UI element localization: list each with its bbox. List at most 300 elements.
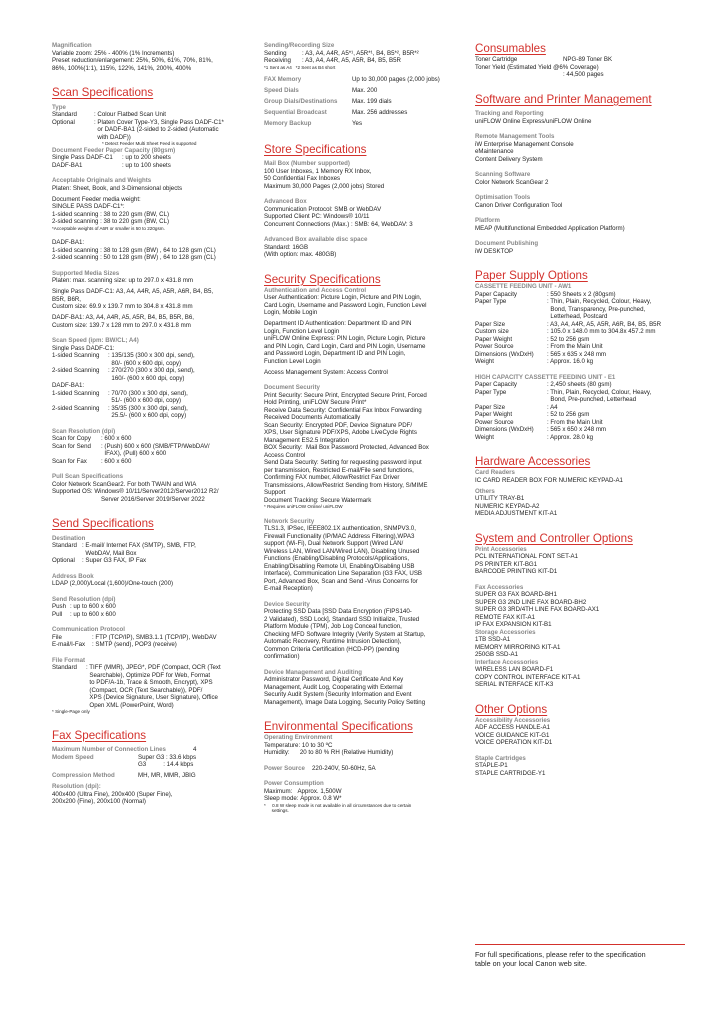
text-line: MEMORY MIRRORING KIT-A1 bbox=[475, 643, 561, 651]
spec-value: : up to 100 sheets bbox=[122, 161, 171, 169]
text-line: iW Enterprise Management Console bbox=[475, 140, 574, 148]
device-management-heading: Device Management and Auditing bbox=[264, 668, 363, 676]
text-line: eMaintenance bbox=[475, 148, 514, 155]
spec-row bbox=[475, 426, 687, 434]
spec-key: Modem Speed bbox=[52, 753, 94, 761]
text-line: support (Wi-Fi), Dual Network Support (Wired LAN/ bbox=[264, 540, 404, 548]
spec-row bbox=[475, 419, 687, 427]
text-line: SUPER G3 2ND LINE FAX BOARD-BH2 bbox=[475, 598, 587, 606]
spec-value: MH, MR, MMR, JBIG bbox=[138, 772, 196, 780]
spec-value: Max. 200 bbox=[352, 86, 378, 94]
media-sizes-heading: Supported Media Sizes bbox=[52, 269, 120, 277]
text-line: TLS1.3, IPSec, IEEE802.1X authentication, SNMPV3.0, bbox=[264, 525, 416, 533]
spec-key: Standard bbox=[52, 664, 77, 672]
text-line: SINGLE PASS DADF-C1*: bbox=[52, 203, 125, 211]
authentication-heading: Authentication and Access Control bbox=[264, 286, 367, 294]
others-heading: Others bbox=[475, 487, 495, 495]
footnote: * Single-Page only bbox=[52, 709, 90, 715]
spec-row bbox=[52, 542, 248, 557]
spec-value: : 52 to 256 gsm bbox=[547, 335, 590, 343]
spec-key: Power Source bbox=[475, 343, 514, 350]
spec-row bbox=[52, 443, 248, 458]
text-line: Administrator Password, Digital Certificate And Key bbox=[264, 676, 404, 684]
spec-key bbox=[475, 71, 563, 79]
device-security-heading: Device Security bbox=[264, 600, 310, 608]
spec-key: Temperature: bbox=[264, 741, 301, 749]
interface-accessories-heading: Interface Accessories bbox=[475, 658, 539, 666]
text-line: Checking MFD Software Integrity (Verify System at Startup, bbox=[264, 630, 426, 638]
spec-key: Custom size bbox=[475, 328, 509, 335]
spec-value: : Approx. 16.0 kg bbox=[547, 358, 594, 365]
spec-row bbox=[52, 634, 248, 642]
spec-value: : 35/35 (300 x 300 dpi, send), 25.5/- (600 x 600 dpi, copy) bbox=[108, 404, 188, 420]
spec-row bbox=[264, 788, 460, 796]
text-line: BARCODE PRINTING KIT-D1 bbox=[475, 568, 558, 575]
spec-row bbox=[52, 746, 248, 754]
spec-value: 10 to 30 ºC bbox=[300, 741, 333, 749]
document-publishing-heading: Document Publishing bbox=[475, 240, 539, 247]
text-line: Platform Module (TPM), Job Log Conceal function, bbox=[264, 623, 402, 631]
text-line: DADF-BA1: bbox=[52, 382, 85, 390]
spec-row bbox=[475, 358, 687, 366]
text-line: COPY CONTROL INTERFACE KIT-A1 bbox=[475, 673, 581, 681]
spec-value: : up to 600 x 600 bbox=[70, 610, 116, 618]
spec-key: Paper Weight bbox=[475, 335, 513, 343]
text-line: Custom size: 69.9 x 139.7 mm to 304.8 x 431.8 mm bbox=[52, 303, 193, 311]
remote-management-heading: Remote Management Tools bbox=[475, 133, 555, 140]
text-line: 250GB SSD-A1 bbox=[475, 651, 519, 658]
text-line: VOICE GUIDANCE KIT-G1 bbox=[475, 731, 550, 739]
spec-key: Scan for Copy bbox=[52, 435, 91, 443]
spec-value: : 70/70 (300 x 300 dpi, send), 51/- (600 x 600 dpi, copy) bbox=[108, 389, 188, 405]
spec-key: Speed Dials bbox=[264, 86, 299, 94]
cassette-aw1-heading: CASSETTE FEEDING UNIT - AW1 bbox=[475, 283, 572, 290]
text-line: Receive Data Security: Confidential Fax Inbox Forwarding bbox=[264, 406, 422, 414]
protocol-heading: Communication Protocol bbox=[52, 626, 126, 634]
spec-key: E-mail/I-Fax bbox=[52, 641, 86, 649]
spec-row bbox=[52, 664, 248, 709]
text-line: Management), Image Data Logging, Security Policy Setting bbox=[264, 698, 426, 706]
spec-key: Weight bbox=[475, 358, 495, 365]
spec-value: : FTP (TCP/IP), SMB3.1.1 (TCP/IP), WebDAV bbox=[92, 633, 217, 641]
scan-specifications-title: Scan Specifications bbox=[52, 86, 154, 99]
text-line: Scan Security: Encrypted PDF, Device Signature PDF/ bbox=[264, 421, 413, 429]
spec-value: : 270/270 (300 x 300 dpi, send), 160/- (600 x 600 dpi, copy) bbox=[108, 367, 195, 382]
spec-key: Sleep mode: bbox=[264, 795, 299, 803]
text-line: Management, Audit Log, Cooperating with External bbox=[264, 683, 403, 691]
spec-row bbox=[264, 118, 460, 129]
text-line: Document Tracking: Secure Watermark bbox=[264, 496, 372, 504]
advanced-box-disc-heading: Advanced Box available disc space bbox=[264, 236, 368, 244]
spec-row bbox=[264, 107, 460, 118]
spec-row bbox=[52, 641, 248, 649]
spec-key: Paper Capacity bbox=[475, 381, 517, 388]
text-line: uniFLOW Online Express/uniFLOW Online bbox=[475, 117, 592, 125]
text-line: uniFLOW Online Express: PIN Login, Picture Login, Picture bbox=[264, 335, 426, 343]
text-line: ADF ACCESS HANDLE-A1 bbox=[475, 724, 551, 731]
operating-environment-heading: Operating Environment bbox=[264, 734, 333, 742]
text-line: 1-sided scanning : 38 to 128 gsm (BW) , 64 to 128 gsm (CL) bbox=[52, 246, 216, 254]
destination-heading: Destination bbox=[52, 534, 86, 542]
spec-key: Power Source bbox=[475, 418, 514, 426]
text-line: MEAP (Multifunctional Embedded Application Platform) bbox=[475, 224, 625, 232]
text-line: Canon Driver Configuration Tool bbox=[475, 201, 563, 209]
spec-key: Single Pass DADF-C1 bbox=[52, 154, 113, 162]
spec-key: Scan for Fax bbox=[52, 457, 87, 465]
spec-key: Paper Size bbox=[475, 403, 506, 411]
spec-value: : E-mail/ Internet FAX (SMTP), SMB, FTP, WebDAV, Mail Box bbox=[82, 542, 196, 557]
spec-row bbox=[52, 458, 248, 466]
text-line: Color Network ScanGear 2 bbox=[475, 178, 549, 186]
text-line: 100 User Inboxes, 1 Memory RX Inbox, bbox=[264, 167, 372, 175]
spec-key: DADF-BA1 bbox=[52, 161, 83, 169]
text-line: Single Pass DADF-C1: bbox=[52, 344, 115, 352]
spec-row bbox=[52, 367, 248, 382]
spec-value: : 44,500 pages bbox=[563, 71, 604, 78]
spec-key: Sequential Broadcast bbox=[264, 108, 327, 116]
text-line: Department ID Authentication: Department ID and PIN bbox=[264, 320, 412, 328]
spec-value: : A3, A4, A4R, A5, A5R, B4, B5, B5R bbox=[302, 57, 401, 64]
security-specifications-title: Security Specifications bbox=[264, 272, 381, 286]
spec-key: Standard bbox=[52, 542, 77, 550]
text-line: confirmation) bbox=[264, 653, 300, 661]
originals-heading: Acceptable Originals and Weights bbox=[52, 177, 152, 185]
text-line: Platen: max. scanning size: up to 297.0 x 431.8 mm bbox=[52, 277, 193, 285]
text-line: 2 Validated), SSD Lock], Standard SSD Initialize, Trusted bbox=[264, 615, 420, 623]
text-line: Confirming FAX number, Allow/Restrict Fax Driver bbox=[264, 474, 400, 482]
spec-key: Paper Type bbox=[475, 388, 507, 396]
spec-key: Dimensions (WxDxH) bbox=[475, 350, 534, 358]
text-line: IP FAX EXPANSION KIT-B1 bbox=[475, 621, 552, 628]
spec-value: 4 bbox=[193, 746, 197, 754]
spec-row bbox=[264, 57, 460, 65]
spec-row bbox=[475, 404, 687, 412]
spec-row bbox=[475, 343, 687, 351]
spec-row bbox=[475, 389, 687, 404]
footnote: * 0.8 W sleep mode is not available in all circumstances due to certain settings. bbox=[264, 802, 412, 814]
text-line: Wireless LAN, Wired LAN/Wired LAN), Disabling Unused bbox=[264, 547, 420, 555]
footnote: * Requires uniFLOW Online/ uniFLOW bbox=[264, 504, 343, 510]
spec-row bbox=[52, 557, 248, 565]
spec-row bbox=[475, 56, 687, 64]
spec-row bbox=[52, 405, 248, 420]
spec-row bbox=[475, 381, 687, 389]
text-line: WIRELESS LAN BOARD-F1 bbox=[475, 666, 554, 673]
text-line: Print Security: Secure Print, Encrypted Secure Print, Forced bbox=[264, 391, 427, 399]
spec-row bbox=[52, 162, 248, 170]
text-line: Hold Printing, uniFLOW Secure Print* bbox=[264, 399, 367, 407]
spec-key: 1-sided Scanning bbox=[52, 389, 100, 397]
type-heading: Type bbox=[52, 103, 66, 111]
print-accessories-heading: Print Accessories bbox=[475, 545, 527, 553]
spec-row bbox=[264, 74, 460, 85]
spec-row bbox=[52, 754, 248, 769]
spec-row bbox=[52, 119, 248, 142]
spec-row bbox=[52, 603, 248, 611]
spec-value: 20 to 80 % RH (Relative Humidity) bbox=[289, 749, 394, 757]
spec-value: : Thin, Plain, Recycled, Colour, Heavy, Bond, Pre-punched, Letterhead bbox=[547, 388, 652, 403]
spec-value: : Super G3 FAX, IP Fax bbox=[82, 557, 147, 565]
scan-speed-heading: Scan Speed (ipm: BW/CL; A4) bbox=[52, 337, 139, 345]
advanced-box-heading: Advanced Box bbox=[264, 198, 307, 206]
spec-key: Scan for Send bbox=[52, 442, 91, 450]
sending-recording-heading: Sending/Recording Size bbox=[264, 42, 335, 49]
spec-value: : Approx. 28.0 kg bbox=[547, 433, 594, 441]
spec-value: Max. 256 addresses bbox=[352, 108, 408, 116]
scan-resolution-heading: Scan Resolution (dpi) bbox=[52, 427, 116, 435]
text-line: Card Login, Username and Password Login, Function Level bbox=[264, 301, 427, 309]
footnote: *Acceptable weights of A6R or smaller is 50 to 220gsm. bbox=[52, 225, 165, 231]
text-line: Management ES2.5 Integration bbox=[264, 436, 350, 444]
storage-accessories-heading: Storage Accessories bbox=[475, 628, 536, 636]
text-line: XPS, User Signature PDF/XPS, Adobe LiveCycle Rights bbox=[264, 429, 417, 437]
text-line: STAPLE-P1 bbox=[475, 762, 508, 769]
text-line: Enabling/Disabling Remote UI, Enabling/Disabling USB bbox=[264, 562, 415, 570]
column-3 bbox=[475, 42, 687, 777]
mail-box-heading: Mail Box (Number supported) bbox=[264, 160, 350, 168]
spec-value: : A3, A4, A4R, A5, A5R, A6R, B4, B5, B5R bbox=[547, 320, 662, 328]
spec-value: : (Push) 600 x 600 (SMB/FTP/WebDAV/ IFAX), (Pull) 600 x 600 bbox=[101, 442, 210, 458]
text-line: SUPER G3 FAX BOARD-BH1 bbox=[475, 591, 557, 598]
spec-value: : 52 to 256 gsm bbox=[547, 411, 590, 418]
text-line: DADF-BA1: A3, A4, A4R, A5, A5R, B4, B5, B5R, B6, bbox=[52, 314, 194, 322]
spec-value: : 565 x 650 x 248 mm bbox=[547, 426, 607, 433]
spec-key: Paper Type bbox=[475, 298, 507, 305]
column-1 bbox=[52, 42, 248, 806]
spec-value: 220-240V, 50-60Hz, 5A bbox=[312, 764, 376, 772]
spec-value: : Colour Flatbed Scan Unit bbox=[94, 111, 167, 118]
text-line: BOX Security: Mail Box Password Protected, Advanced Box bbox=[264, 444, 429, 452]
spec-value: Approx. 1,500W bbox=[292, 787, 342, 795]
text-line: B5R, B6R, bbox=[52, 295, 82, 303]
footnote: *1 Sent as A4 *2 Sent as B4 short bbox=[264, 64, 336, 70]
text-line: MEDIA ADJUSTMENT KIT-A1 bbox=[475, 510, 558, 517]
spec-key: Sending bbox=[264, 49, 287, 57]
spec-key: Power Source bbox=[264, 764, 305, 772]
spec-value: Approx. 0.8 W* bbox=[298, 795, 342, 803]
spec-row bbox=[264, 50, 460, 58]
spec-value: : 550 Sheets x 2 (80gsm) bbox=[547, 290, 616, 298]
text-line: 1-sided scanning : 38 to 220 gsm (BW, CL) bbox=[52, 210, 170, 218]
text-line: DADF-BA1: bbox=[52, 239, 85, 247]
text-line: PCL INTERNATIONAL FONT SET-A1 bbox=[475, 553, 579, 560]
text-line: Supported OS: Windows® 10/11/Server2012/Server2012 R2/ bbox=[52, 488, 219, 496]
spec-row bbox=[475, 411, 687, 419]
text-line: Automatic Recovery, Runtime Intrusion Detection), bbox=[264, 638, 402, 646]
fax-resolution-heading: Resolution (dpi): bbox=[52, 783, 101, 791]
hardware-accessories-title: Hardware Accessories bbox=[475, 455, 591, 468]
text-line: Security Audit System (Security Information and Event bbox=[264, 691, 412, 699]
text-line: 2-sided scanning : 50 to 128 gsm (BW) , 64 to 128 gsm (CL) bbox=[52, 254, 216, 262]
spec-value: : SMTP (send), POP3 (receive) bbox=[92, 641, 177, 649]
text-line: E-mail Reception) bbox=[264, 585, 313, 593]
spec-value: Super G3 : 33.6 kbps G3 : 14.4 kbps bbox=[138, 753, 197, 769]
spec-row bbox=[475, 328, 687, 336]
spec-value: : 600 x 600 bbox=[101, 457, 132, 465]
spec-key: Paper Capacity bbox=[475, 290, 517, 298]
store-specifications-title: Store Specifications bbox=[264, 142, 367, 156]
spec-key: Compression Method bbox=[52, 772, 115, 780]
text-line: Access Control bbox=[264, 451, 306, 459]
magnification-line: Preset reduction/enlargement: 25%, 50%, 61%, 70%, 81%, bbox=[52, 57, 213, 64]
spec-value: : Platen Cover Type-Y3, Single Pass DADF-C1* or DADF-BA1 (2-sided to 2-sided (Automatic with DADF)) bbox=[94, 118, 224, 141]
platform-heading: Platform bbox=[475, 217, 500, 224]
spec-row bbox=[264, 85, 460, 96]
column-2 bbox=[264, 42, 460, 814]
spec-row bbox=[475, 434, 687, 442]
network-security-heading: Network Security bbox=[264, 517, 315, 525]
spec-value: : 565 x 635 x 248 mm bbox=[547, 350, 607, 358]
spec-row bbox=[475, 351, 687, 359]
text-line: Protecting SSD Data [SSD Data Encryption (FIPS140- bbox=[264, 608, 412, 616]
text-line: Interface), Communication Line Separation (G3 FAX, USB bbox=[264, 570, 423, 578]
send-specifications-title: Send Specifications bbox=[52, 517, 154, 531]
spec-value: : 600 x 600 bbox=[101, 435, 132, 443]
spec-value: : 135/135 (300 x 300 dpi, send), 80/- (600 x 600 dpi, copy) bbox=[108, 352, 195, 367]
text-line: Content Delivery System bbox=[475, 155, 543, 163]
spec-row bbox=[52, 435, 248, 443]
spec-value: : 2,450 sheets (80 gsm) bbox=[547, 381, 612, 388]
spec-key: Optional bbox=[52, 118, 75, 126]
text-line: Received Documents Automatically bbox=[264, 414, 361, 422]
spec-row bbox=[52, 390, 248, 405]
spec-key: Optional bbox=[52, 557, 75, 565]
text-line: per transmission, Restricted E-mail/File send functions, bbox=[264, 466, 414, 474]
text-line: 1TB SSD-A1 bbox=[475, 636, 511, 643]
text-line: 50 Confidential Fax Inboxes bbox=[264, 175, 341, 183]
spec-value: : up to 600 x 600 bbox=[70, 603, 116, 611]
text-line: Custom size: 139.7 x 128 mm to 297.0 x 431.8 mm bbox=[52, 321, 191, 329]
spec-row bbox=[264, 749, 460, 757]
spec-key: Humidity: bbox=[264, 749, 290, 757]
text-line: VOICE OPERATION KIT-D1 bbox=[475, 739, 553, 746]
spec-key: Standard bbox=[52, 111, 77, 118]
text-line: Platen: Sheet, Book, and 3-Dimensional objects bbox=[52, 184, 183, 192]
text-line: and Password Login, Department ID and PIN Login, bbox=[264, 350, 406, 358]
text-line: (With option: max. 480GB) bbox=[264, 251, 337, 259]
optimisation-tools-heading: Optimisation Tools bbox=[475, 194, 531, 201]
spec-key: Receiving bbox=[264, 57, 291, 64]
spec-row bbox=[264, 742, 460, 750]
spec-value: : Thin, Plain, Recycled, Colour, Heavy, Bond, Transparency, Pre-punched, Letterhead, Postcard bbox=[547, 298, 652, 320]
spec-key: 2-sided Scanning bbox=[52, 404, 100, 412]
text-line: Concurrent Connections (Max.) : SMB: 64, WebDAV: 3 bbox=[264, 220, 413, 228]
staple-cartridges-heading: Staple Cartridges bbox=[475, 754, 526, 762]
text-line: Supported Client PC: Windows® 10/11 bbox=[264, 213, 370, 221]
text-line: Communication Protocol: SMB or WebDAV bbox=[264, 205, 382, 213]
text-line: Function Level Login bbox=[264, 357, 321, 365]
fax-specifications-title: Fax Specifications bbox=[52, 728, 147, 742]
text-line: Standard: 16GB bbox=[264, 243, 309, 251]
text-line: Send Data Security: Setting for requesting password input bbox=[264, 459, 422, 467]
text-line: LDAP (2,000)/Local (1,600)/One-touch (200) bbox=[52, 580, 174, 588]
system-controller-title: System and Controller Options bbox=[475, 531, 633, 545]
spec-key: Weight bbox=[475, 433, 495, 441]
spec-row bbox=[475, 64, 687, 72]
spec-key: Maximum Number of Connection Lines bbox=[52, 746, 166, 754]
spec-value: : From the Main Unit bbox=[547, 343, 603, 350]
spec-key: Push bbox=[52, 603, 66, 611]
magnification-line: 86%, 100%(1:1), 115%, 122%, 141%, 200%, 400% bbox=[52, 64, 192, 72]
text-line: and PIN Login, Card Login, Card and PIN Login, Username bbox=[264, 342, 426, 350]
spec-key: Paper Size bbox=[475, 320, 506, 328]
feeder-heading: Document Feeder Paper Capacity (80gsm) bbox=[52, 146, 176, 154]
text-line: iW DESKTOP bbox=[475, 247, 514, 255]
text-line: 400x400 (Ultra Fine), 200x400 (Super Fine), bbox=[52, 790, 173, 798]
spec-key: Group Dials/Destinations bbox=[264, 97, 338, 105]
text-line: 2-sided scanning : 38 to 220 gsm (BW, CL) bbox=[52, 218, 170, 226]
spec-row bbox=[475, 298, 687, 321]
spec-value: : 105.0 x 148.0 mm to 304.8x 457.2 mm bbox=[547, 328, 656, 335]
text-line: IC CARD READER BOX FOR NUMERIC KEYPAD-A1 bbox=[475, 476, 623, 484]
software-management-title: Software and Printer Management bbox=[475, 92, 652, 106]
spec-value: : A4 bbox=[547, 403, 558, 411]
spec-key: Maximum: bbox=[264, 787, 293, 795]
text-line: Firewall Functionality (IP/MAC Address Filtering),WPA3 bbox=[264, 532, 415, 540]
tracking-heading: Tracking and Reporting bbox=[475, 110, 544, 117]
paper-supply-title: Paper Supply Options bbox=[475, 269, 588, 282]
spec-value: NPG-89 Toner BK bbox=[563, 56, 613, 63]
footnote: * Detect Feeder Multi Sheet Feed is supported bbox=[102, 141, 197, 146]
footer-text: For full specifications, please refer to the specification table on your local Canon web site. bbox=[475, 950, 646, 968]
spec-value: Max. 199 dials bbox=[352, 97, 392, 105]
file-format-heading: File Format bbox=[52, 656, 86, 664]
text-line: STAPLE CARTRIDGE-Y1 bbox=[475, 769, 546, 777]
document-security-heading: Document Security bbox=[264, 384, 320, 392]
text-line: Port, Advanced Box, Scan and Send -Virus Concerns for bbox=[264, 577, 418, 585]
spec-row bbox=[475, 71, 687, 79]
text-line: Login, Function Level Login bbox=[264, 327, 340, 335]
spec-key: Dimensions (WxDxH) bbox=[475, 426, 534, 433]
footer-divider bbox=[475, 944, 685, 945]
spec-row bbox=[475, 336, 687, 344]
spec-row bbox=[264, 795, 460, 803]
footer-note bbox=[475, 950, 687, 968]
text-line: Server 2016/Server 2019/Server 2022 bbox=[101, 495, 205, 503]
text-line: Support bbox=[264, 489, 286, 497]
text-line: UTILITY TRAY-B1 bbox=[475, 495, 525, 502]
text-line: SUPER G3 3RD/4TH LINE FAX BOARD-AX1 bbox=[475, 606, 600, 613]
address-book-heading: Address Book bbox=[52, 572, 94, 580]
spec-key: FAX Memory bbox=[264, 75, 302, 83]
spec-key: Pull bbox=[52, 610, 63, 618]
spec-key: Toner Cartridge bbox=[475, 56, 518, 63]
spec-row bbox=[264, 96, 460, 107]
text-line: Functions (Enabling/Disabling Protocols/Applications, bbox=[264, 555, 410, 563]
spec-value: Yes bbox=[352, 119, 363, 127]
cassette-e1-heading: HIGH CAPACITY CASSETTE FEEDING UNIT - E1 bbox=[475, 373, 616, 381]
magnification-line: Variable zoom: 25% - 400% (1% Increments) bbox=[52, 49, 175, 57]
text-line: Single Pass DADF-C1: A3, A4, A4R, A5, A5R, A6R, B4, B5, bbox=[52, 288, 214, 296]
spec-value: : TIFF (MMR), JPEG*, PDF (Compact, OCR (Text Searchable), Optimize PDF for Web, Format to PDF/A-1b, Trace & Smooth, Encrypt), XPS (Compact, OCR (Text Searchable)), PDF/ XPS (Device Signature, User Signature), Office Open XML (PowerPoint, Word) bbox=[86, 664, 221, 709]
text-line: REMOTE FAX KIT-A1 bbox=[475, 613, 536, 621]
spec-key: Toner Yield (Estimated Yield @6% Coverage) bbox=[475, 63, 599, 71]
spec-row bbox=[52, 772, 248, 780]
scanning-software-heading: Scanning Software bbox=[475, 171, 531, 178]
text-line: Color Network ScanGear2. For both TWAIN and WIA bbox=[52, 480, 197, 488]
fax-accessories-heading: Fax Accessories bbox=[475, 583, 524, 591]
spec-key: Paper Weight bbox=[475, 411, 513, 418]
spec-value: : up to 200 sheets bbox=[122, 154, 171, 162]
spec-row bbox=[52, 154, 248, 162]
spec-row bbox=[52, 352, 248, 367]
text-line: 200x200 (Fine), 200x100 (Normal) bbox=[52, 798, 146, 806]
spec-value: : From the Main Unit bbox=[547, 418, 603, 426]
spec-key: File bbox=[52, 633, 62, 641]
environmental-specifications-title: Environmental Specifications bbox=[264, 720, 413, 734]
spec-key: Memory Backup bbox=[264, 119, 312, 127]
magnification-heading: Magnification bbox=[52, 42, 92, 49]
